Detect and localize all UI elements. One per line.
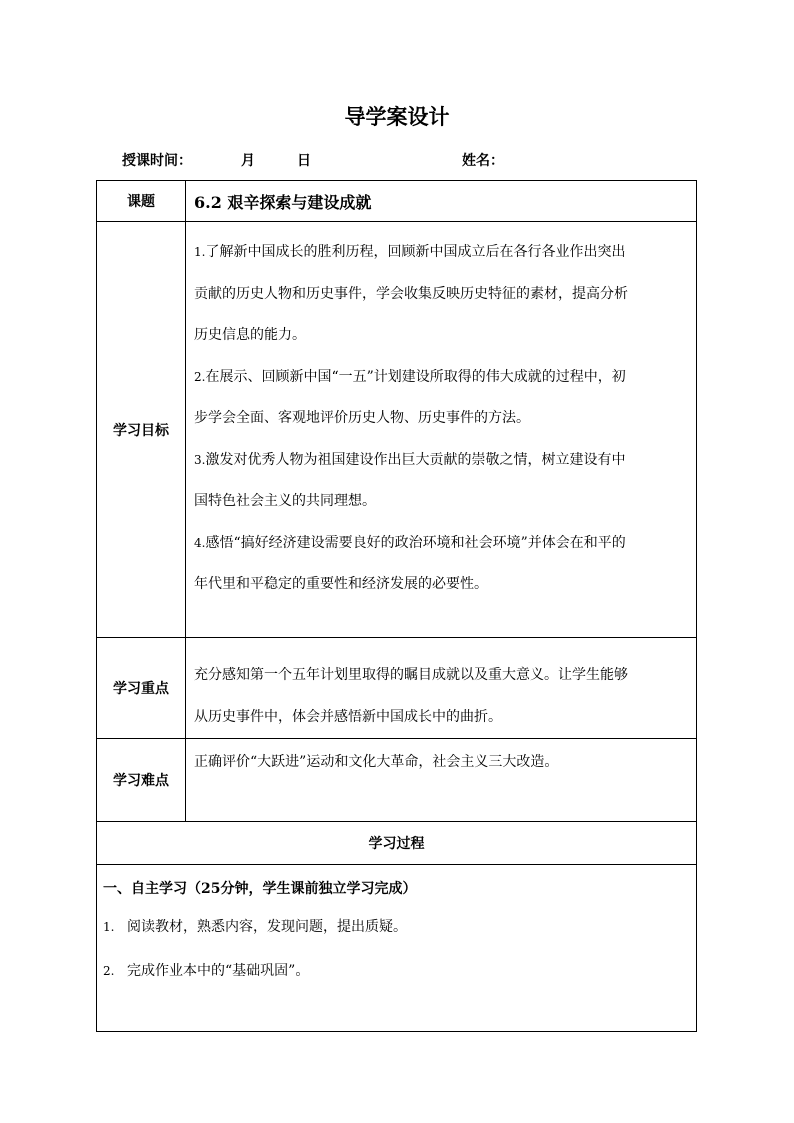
process-content — [97, 865, 697, 1032]
difficulties-content: 正确评价“大跃进”运动和文化大革命，社会主义三大改造。 — [186, 739, 697, 822]
study-step: 1. 阅读教材，熟悉内容，发现问题，提出质疑。 — [103, 919, 407, 935]
objective-item: 2.在展示、回顾新中国“一五”计划建设所取得的伟大成就的过程中，初 步学会全面、客观地评价历史人物、历史事件的方法。 — [194, 368, 626, 426]
objectives-row — [97, 222, 697, 638]
topic-row — [97, 181, 697, 222]
process-header-row — [97, 822, 697, 865]
process-header: 学习过程 — [97, 822, 697, 865]
month-label: 月 — [241, 153, 255, 169]
topic-label: 课题 — [97, 181, 186, 222]
objectives-label: 学习目标 — [97, 222, 186, 638]
objectives-content — [186, 222, 697, 638]
teaching-time-label: 授课时间： — [122, 153, 192, 169]
difficulties-row — [97, 739, 697, 822]
key-points-content: 充分感知第一个五年计划里取得的瞩目成就以及重大意义。让学生能够 从历史事件中，体会并感悟新中国成长中的曲折。 — [186, 638, 697, 739]
name-label: 姓名： — [462, 153, 504, 169]
objective-item: 4.感悟“搞好经济建设需要良好的政治环境和社会环境”并体会在和平的 年代里和平稳定的重要性和经济发展的必要性。 — [194, 534, 626, 592]
lesson-plan-table — [96, 180, 697, 1032]
objective-item: 3.激发对优秀人物为祖国建设作出巨大贡献的崇敬之情，树立建设有中 国特色社会主义的共同理想。 — [194, 451, 626, 509]
objective-item: 1.了解新中国成长的胜利历程，回顾新中国成立后在各行各业作出突出 贡献的历史人物和历史事件，学会收集反映历史特征的素材，提高分析 历史信息的能力。 — [194, 244, 628, 343]
process-content-row — [97, 865, 697, 1032]
topic-value: 6.2 艰辛探索与建设成就 — [186, 181, 697, 222]
difficulties-label: 学习难点 — [97, 739, 186, 822]
key-points-row — [97, 638, 697, 739]
study-step: 2. 完成作业本中的“基础巩固”。 — [103, 963, 310, 979]
self-study-title: 一、自主学习（25分钟，学生课前独立学习完成） — [103, 881, 417, 897]
day-label: 日 — [297, 153, 311, 169]
page-title: 导学案设计 — [344, 104, 450, 129]
key-points-label: 学习重点 — [97, 638, 186, 739]
